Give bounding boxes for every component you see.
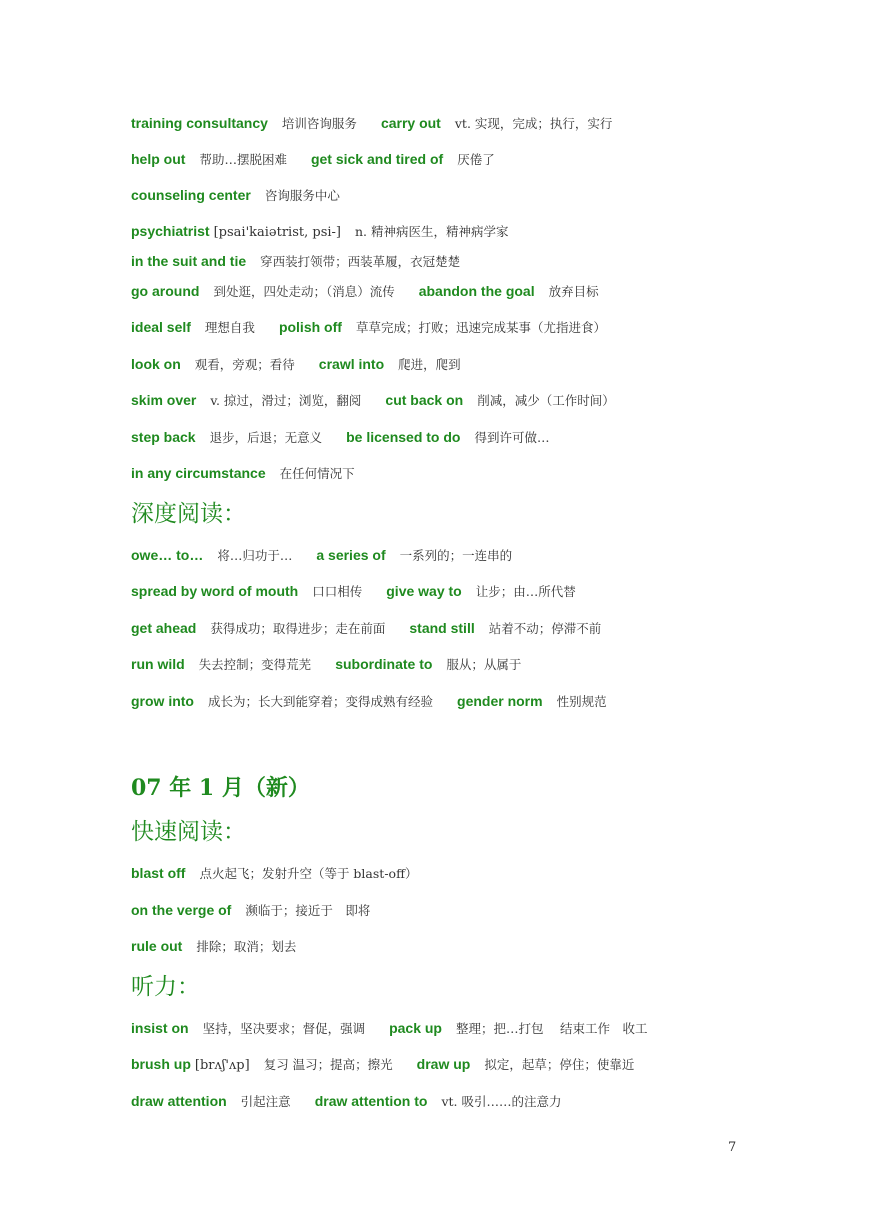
vocab-line [131,282,599,302]
vocab-definition: 培训咨询服务 [281,116,357,131]
vocab-term: go around [131,283,200,299]
vocab-term: insist on [131,1020,189,1036]
vocab-term: owe… to… [131,547,204,563]
vocab-definition: 一系列的；一连串的 [399,548,513,563]
vocab-definition: 整理；把…打包 结束工作 收工 [455,1021,648,1036]
vocab-term: spread by word of mouth [131,583,299,599]
vocab-term: gender norm [457,693,543,709]
vocab-term: carry out [380,115,441,131]
vocab-definition: 成长为；长大到能穿着；变得成熟有经验 [208,694,434,709]
vocab-definition: 草草完成；打败；迅速完成某事（尤指进食） [355,320,606,335]
vocab-definition: 拟定，起草；停住；使靠近 [484,1057,635,1072]
vocab-definition: 得到许可做… [474,430,550,445]
vocab-line [131,1055,634,1075]
vocab-term: subordinate to [335,656,433,672]
vocab-definition: 厌倦了 [457,152,495,167]
section-heading-deep-reading: 深度阅读： [131,501,246,527]
vocab-definition: 濒临于；接近于 即将 [245,903,371,918]
vocab-term: draw attention to [314,1093,428,1109]
vocab-definition: 理想自我 [204,320,255,335]
vocab-term: skim over [131,392,197,408]
vocab-line [131,546,512,566]
vocab-line [131,901,370,921]
vocab-line [131,186,340,206]
vocab-term: training consultancy [131,115,268,131]
vocab-definition: 退步，后退；无意义 [209,430,323,445]
section-heading-fast-reading: 快速阅读： [131,819,246,845]
vocab-definition: 将…归功于… [217,548,293,563]
vocab-line [131,1092,562,1112]
vocab-term: pack up [389,1020,442,1036]
vocab-term: crawl into [318,356,385,372]
unit-title: 07 年 1 月（新） [131,775,310,801]
vocab-definition: 穿西装打领带；西装革履，衣冠楚楚 [260,254,461,269]
vocab-line [131,318,606,338]
vocab-term: abandon the goal [418,283,535,299]
vocab-term: polish off [278,319,342,335]
vocab-definition: 点火起飞；发射升空（等于 blast-off） [199,866,418,881]
vocab-term: brush up [131,1056,191,1072]
vocab-definition: 口口相传 [312,584,363,599]
vocab-line [131,252,460,272]
vocab-term: grow into [131,693,194,709]
vocab-term: be licensed to do [346,429,461,445]
vocab-term: blast off [131,865,186,881]
vocab-definition: 获得成功；取得进步；走在前面 [210,621,386,636]
vocab-definition: 引起注意 [240,1094,291,1109]
vocab-term: run wild [131,656,185,672]
vocab-term: ideal self [131,319,191,335]
vocab-term: cut back on [385,392,464,408]
vocab-line [131,355,461,375]
vocab-line [131,222,509,242]
vocab-term: look on [131,356,181,372]
vocab-definition: 放弃目标 [548,284,599,299]
vocab-definition: 服从；从属于 [446,657,522,672]
vocab-line [131,391,615,411]
vocab-term: counseling center [131,187,251,203]
vocab-line [131,692,607,712]
vocab-definition: 爬进，爬到 [398,357,461,372]
vocab-definition: 坚持，坚决要求；督促，强调 [202,1021,366,1036]
vocab-definition: 观看，旁观；看待 [194,357,295,372]
vocab-line [131,619,601,639]
vocab-definition: vt. 吸引……的注意力 [441,1094,562,1109]
vocab-term: in any circumstance [131,465,266,481]
vocab-definition: 削减，减少（工作时间） [477,393,615,408]
section-heading-listening: 听力： [131,974,200,1000]
vocab-definition: 让步；由…所代替 [475,584,576,599]
vocab-term: get sick and tired of [310,151,444,167]
vocab-definition: 帮助…摆脱困难 [199,152,287,167]
vocab-term: draw attention [131,1093,227,1109]
vocab-line [131,114,612,134]
vocab-line [131,464,355,484]
vocab-term: get ahead [131,620,197,636]
vocab-line [131,150,495,170]
vocab-term: rule out [131,938,183,954]
vocab-line [131,582,576,602]
vocab-definition: 性别规范 [556,694,607,709]
vocab-term: on the verge of [131,902,232,918]
vocab-definition: n. 精神病医生，精神病学家 [355,224,509,239]
vocab-term: a series of [316,547,386,563]
vocab-definition: 咨询服务中心 [264,188,340,203]
vocab-definition: 排除；取消；划去 [196,939,297,954]
vocab-definition: v. 掠过，滑过；浏览，翻阅 [210,393,362,408]
vocab-term: psychiatrist [131,223,210,239]
vocab-definition: 站着不动；停滞不前 [488,621,602,636]
vocab-line [131,1019,647,1039]
vocab-definition: vt. 实现，完成；执行，实行 [454,116,613,131]
vocab-definition: 复习 温习；提高；擦光 [263,1057,393,1072]
vocab-phonetic: [brʌʃ'ʌp] [194,1058,250,1073]
vocab-definition: 失去控制；变得荒芜 [198,657,312,672]
vocab-term: give way to [386,583,462,599]
vocab-definition: 到处逛，四处走动；（消息）流传 [213,284,395,299]
vocab-line [131,655,521,675]
vocab-definition: 在任何情况下 [279,466,355,481]
vocab-term: help out [131,151,186,167]
vocab-line [131,864,417,884]
vocab-line [131,937,296,957]
vocab-phonetic: [psai'kaiətrist, psi-] [213,225,341,240]
vocab-term: step back [131,429,196,445]
vocab-term: stand still [409,620,475,636]
vocab-term: in the suit and tie [131,253,247,269]
vocab-term: draw up [416,1056,471,1072]
page-number: 7 [728,1140,737,1155]
vocab-line [131,428,549,448]
